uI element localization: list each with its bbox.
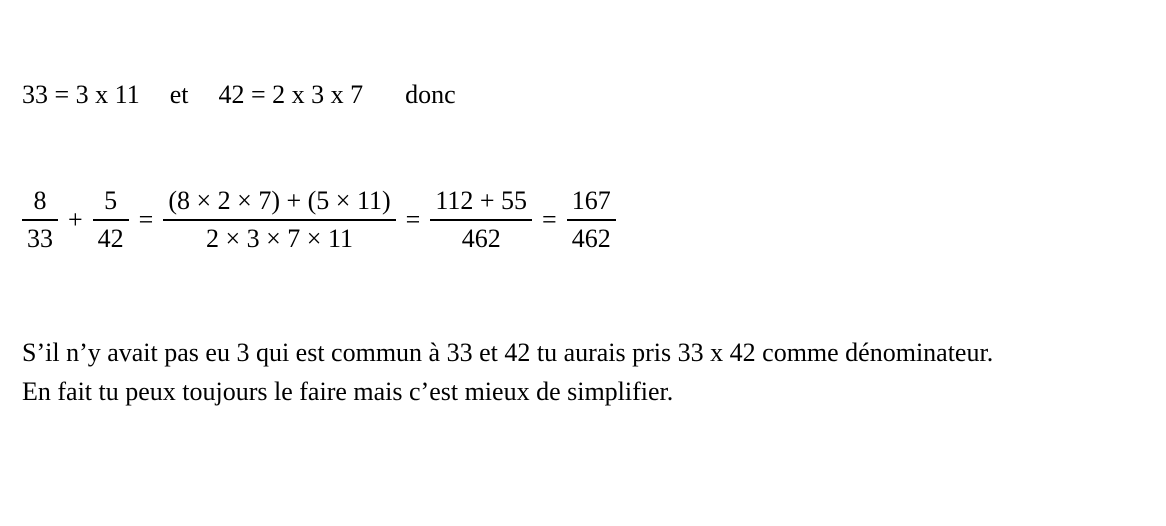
fraction-equation <box>22 186 616 254</box>
equals-operator: = <box>138 204 154 234</box>
denominator: 33 <box>27 223 53 253</box>
fraction-8-33 <box>22 186 58 254</box>
denominator: 42 <box>97 223 124 253</box>
prime-factorization-line <box>22 80 456 110</box>
numerator: 112 + 55 <box>435 186 528 215</box>
equals-operator: = <box>542 204 557 234</box>
factorization-33: 33 = 3 x 11 <box>22 80 140 109</box>
fraction-sum-462 <box>430 186 532 254</box>
explanation-paragraph <box>22 333 993 411</box>
explanation-line-2: En fait tu peux toujours le faire mais c’est mieux de simplifier. <box>22 377 674 406</box>
numerator: 167 <box>571 186 611 215</box>
denominator: 2 × 3 × 7 × 11 <box>205 223 354 253</box>
fraction-expanded <box>163 186 395 254</box>
denominator: 462 <box>461 223 501 253</box>
equals-operator: = <box>405 204 421 234</box>
numerator: 8 <box>33 186 47 215</box>
conclusion-donc: donc <box>405 80 456 109</box>
denominator: 462 <box>571 223 611 253</box>
numerator: (8 × 2 × 7) + (5 × 11) <box>168 186 391 215</box>
fraction-5-42 <box>93 186 129 254</box>
numerator: 5 <box>104 186 118 215</box>
factorization-42: 42 = 2 x 3 x 7 <box>218 80 364 109</box>
plus-operator: + <box>68 204 83 234</box>
fraction-result-167-462 <box>567 186 616 254</box>
connector-et: et <box>169 80 189 109</box>
explanation-line-1: S’il n’y avait pas eu 3 qui est commun à 33 et 42 tu aurais pris 33 x 42 comme dénominateur. <box>22 338 994 367</box>
